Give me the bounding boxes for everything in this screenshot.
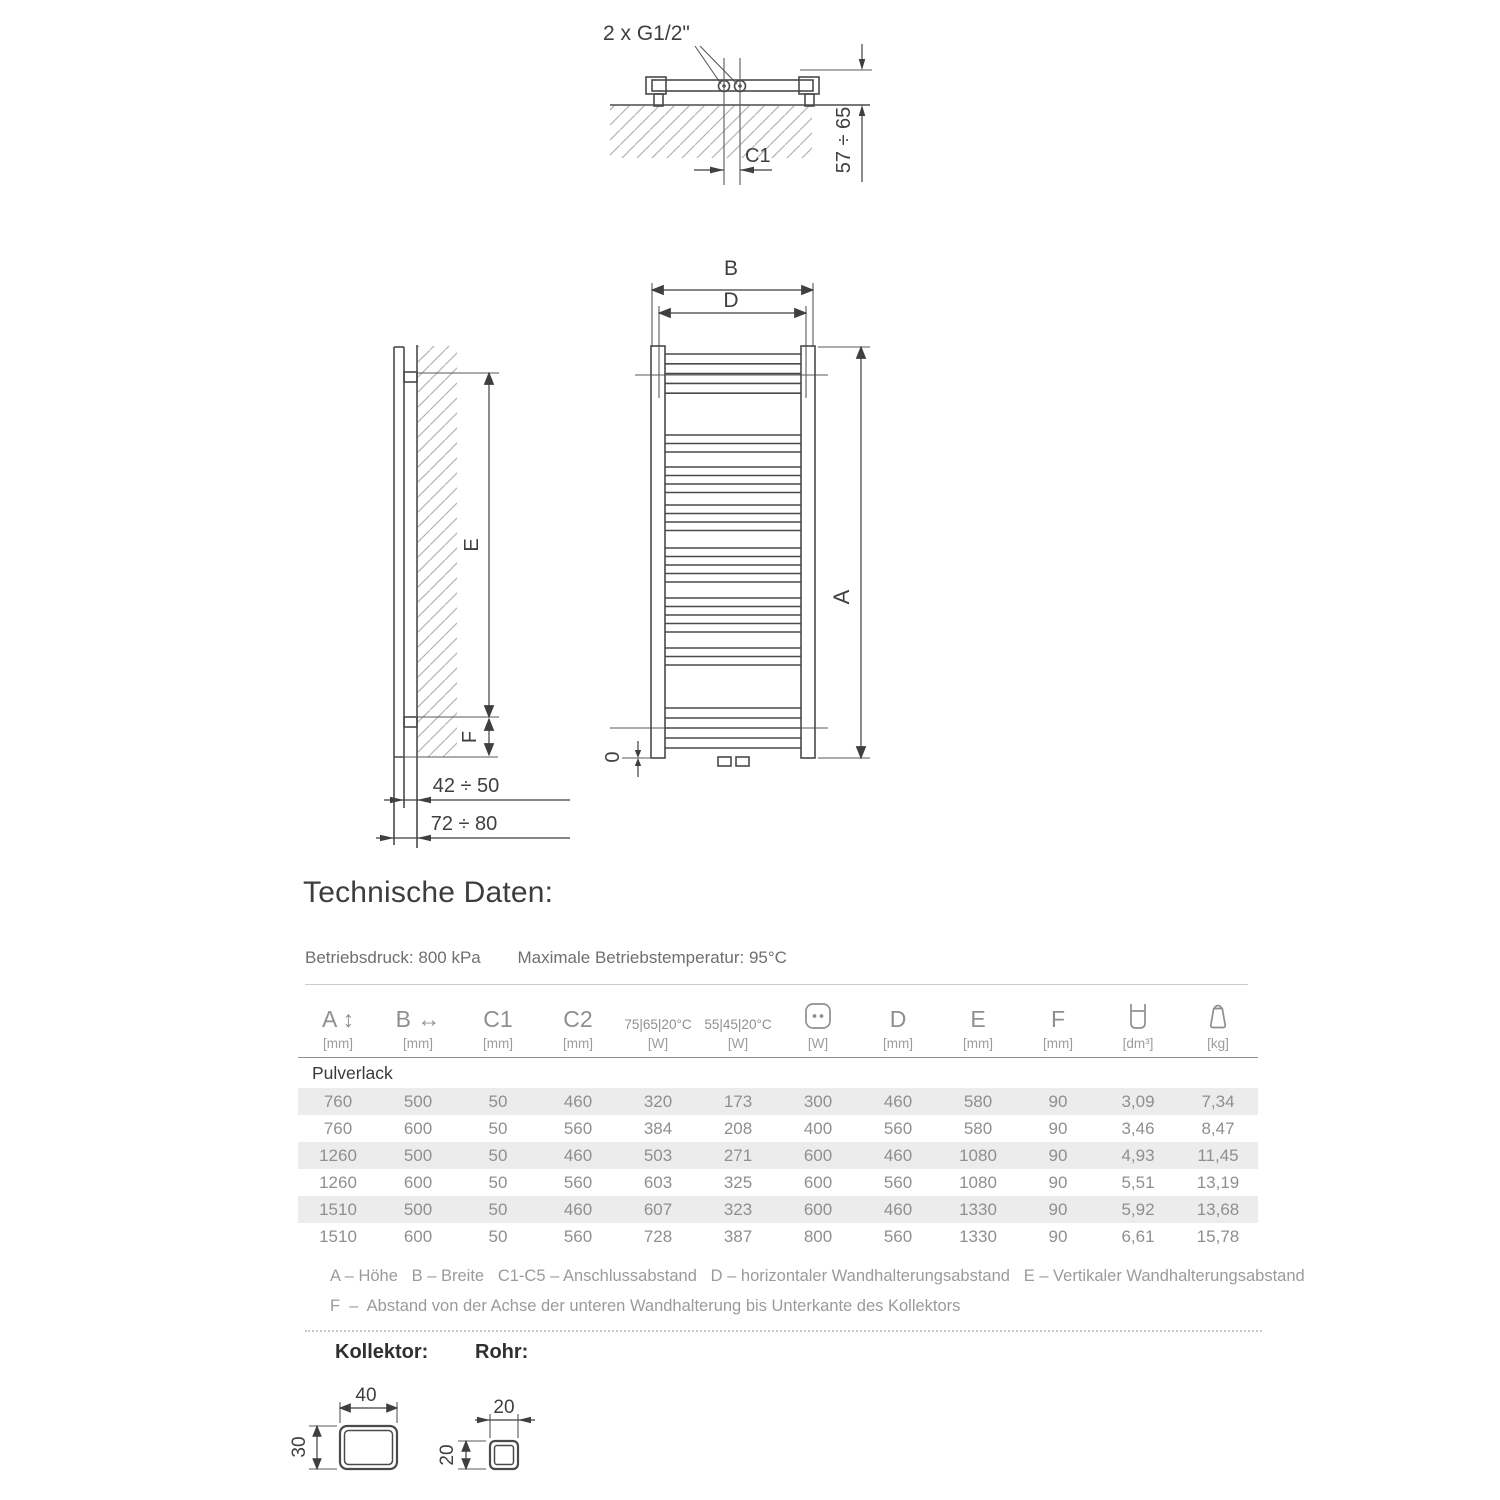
right-collector — [801, 346, 815, 758]
wall-offset-dim-label: 57 ÷ 65 — [833, 106, 855, 174]
table-row — [298, 1142, 1258, 1169]
table-cell: 50 — [488, 1145, 508, 1165]
table-cell: 8,47 — [1201, 1118, 1235, 1138]
table-cell: 560 — [883, 1172, 913, 1192]
col-header-power-75: 75|65|20°C [W] — [624, 1016, 692, 1051]
socket-icon — [803, 1001, 833, 1031]
operating-specs — [305, 948, 787, 968]
table-cell: 325 — [723, 1172, 753, 1192]
table-cell: 50 — [488, 1226, 508, 1246]
table-cell: 173 — [723, 1091, 753, 1111]
table-row — [298, 1088, 1258, 1115]
table-cell: 460 — [883, 1091, 913, 1111]
table-row — [298, 1169, 1258, 1196]
table-cell: 560 — [883, 1118, 913, 1138]
table-cell: 7,34 — [1201, 1091, 1235, 1111]
section-title: Technische Daten: — [303, 876, 554, 909]
a-dim-label: A — [829, 589, 854, 605]
d-dim-label: D — [723, 289, 739, 312]
rohr-heading: Rohr: — [475, 1341, 529, 1363]
table-cell: 90 — [1048, 1091, 1068, 1111]
table-cell: 5,51 — [1121, 1172, 1155, 1192]
col-header-A: A ↕ [mm] — [322, 1006, 354, 1051]
table-row — [298, 1196, 1258, 1223]
table-cell: 1510 — [319, 1199, 357, 1219]
table-cell: 15,78 — [1196, 1226, 1240, 1246]
table-cell: 1330 — [959, 1226, 997, 1246]
wall-bracket — [404, 717, 417, 727]
top-view-drawing — [560, 10, 900, 200]
technical-data-table — [298, 995, 1305, 1321]
wall-hatch — [610, 106, 812, 158]
table-cell: 560 — [563, 1226, 593, 1246]
kollektor-heading: Kollektor: — [335, 1341, 429, 1363]
table-row — [298, 1223, 1258, 1250]
wall-hatch — [418, 346, 457, 757]
kollektor-height-label: 30 — [289, 1436, 310, 1458]
table-cell: 580 — [963, 1118, 993, 1138]
table-cell: 4,93 — [1121, 1145, 1155, 1165]
dotted-divider — [305, 1330, 1262, 1332]
table-cell: 300 — [803, 1091, 833, 1111]
table-cell: 503 — [643, 1145, 673, 1165]
b-dim-label: B — [723, 257, 739, 280]
col-header-weight: [kg] — [1178, 1001, 1258, 1051]
table-cell: 1510 — [319, 1226, 357, 1246]
table-cell: 760 — [323, 1118, 353, 1138]
table-cell: 460 — [883, 1145, 913, 1165]
connection-label: 2 x G1/2" — [603, 22, 690, 45]
table-cell: 600 — [403, 1226, 433, 1246]
table-cell: 500 — [403, 1145, 433, 1165]
table-cell: 323 — [723, 1199, 753, 1219]
temperature-spec: Maximale Betriebstemperatur: 95°C — [517, 948, 787, 967]
total-depth-dim-label: 72 ÷ 80 — [430, 813, 498, 835]
table-cell: 1330 — [959, 1199, 997, 1219]
col-header-power-55: 55|45|20°C [W] — [704, 1016, 772, 1051]
wall-bracket — [404, 372, 417, 382]
table-row — [298, 1115, 1258, 1142]
col-header-B: B ↔ [mm] — [395, 1006, 441, 1051]
table-cell: 600 — [803, 1172, 833, 1192]
table-cell: 3,46 — [1121, 1118, 1155, 1138]
zero-dim-label: 0 — [602, 751, 624, 763]
table-cell: 6,61 — [1121, 1226, 1155, 1246]
table-cell: 560 — [883, 1226, 913, 1246]
table-cell: 11,45 — [1197, 1145, 1239, 1165]
table-cell: 50 — [488, 1118, 508, 1138]
table-cell: 1080 — [959, 1172, 997, 1192]
table-cell: 600 — [803, 1145, 833, 1165]
radiator-rungs — [665, 354, 801, 748]
table-cell: 728 — [643, 1226, 673, 1246]
col-header-C1: C1 [mm] — [483, 1006, 513, 1051]
table-cell: 50 — [488, 1091, 508, 1111]
col-header-D: D [mm] — [883, 1006, 913, 1051]
table-cell: 603 — [643, 1172, 673, 1192]
table-cell: 580 — [963, 1091, 993, 1111]
table-cell: 600 — [803, 1199, 833, 1219]
side-view-drawing — [370, 335, 600, 855]
table-cell: 1080 — [959, 1145, 997, 1165]
table-cell: 5,92 — [1121, 1199, 1155, 1219]
legend-line-2: F – Abstand von der Achse der unteren Wandhalterung bis Unterkante des Kollektors — [330, 1296, 961, 1315]
table-cell: 50 — [488, 1172, 508, 1192]
front-view-drawing — [600, 255, 890, 785]
table-group-label: Pulverlack — [312, 1063, 393, 1083]
table-cell: 3,09 — [1121, 1091, 1155, 1111]
col-header-volume: [dm³] — [1098, 1001, 1178, 1051]
left-collector — [651, 346, 665, 758]
legend-line-1: A – Höhe B – Breite C1-C5 – Anschlussabstand D – horizontaler Wandhalterungsabstand E – Vertikaler Wandhalterungsabstand — [330, 1267, 1305, 1285]
table-cell: 460 — [883, 1199, 913, 1219]
table-cell: 208 — [723, 1118, 753, 1138]
table-cell: 13,68 — [1196, 1199, 1240, 1219]
table-cell: 607 — [643, 1199, 673, 1219]
e-dim-label: E — [461, 538, 483, 552]
table-cell: 387 — [723, 1226, 753, 1246]
table-cell: 90 — [1048, 1172, 1068, 1192]
table-cell: 1260 — [319, 1145, 357, 1165]
table-cell: 13,19 — [1196, 1172, 1240, 1192]
table-cell: 90 — [1048, 1145, 1068, 1165]
table-legend — [298, 1262, 1305, 1321]
profiles-drawing — [289, 1375, 565, 1485]
col-header-C2: C2 [mm] — [563, 1006, 593, 1051]
f-dim-label: F — [459, 730, 481, 744]
table-cell: 90 — [1048, 1226, 1068, 1246]
table-cell: 500 — [403, 1091, 433, 1111]
table-cell: 1260 — [319, 1172, 357, 1192]
table-cell: 400 — [803, 1118, 833, 1138]
volume-icon — [1126, 1001, 1150, 1031]
table-cell: 90 — [1048, 1199, 1068, 1219]
table-cell: 460 — [563, 1145, 593, 1165]
table-cell: 50 — [488, 1199, 508, 1219]
table-cell: 560 — [563, 1118, 593, 1138]
bracket-depth-dim-label: 42 ÷ 50 — [432, 775, 500, 797]
rohr-height-label: 20 — [437, 1444, 458, 1466]
table-cell: 90 — [1048, 1118, 1068, 1138]
table-cell: 760 — [323, 1091, 353, 1111]
table-cell: 384 — [643, 1118, 673, 1138]
table-cell: 600 — [403, 1172, 433, 1192]
weight-icon — [1204, 1001, 1232, 1031]
rohr-width-label: 20 — [493, 1397, 515, 1418]
col-header-electric: [W] — [778, 1001, 858, 1051]
kollektor-profile — [289, 1385, 397, 1469]
kollektor-width-label: 40 — [355, 1385, 377, 1406]
table-cell: 271 — [723, 1145, 753, 1165]
c1-dim-label: C1 — [745, 145, 771, 167]
col-header-F: F [mm] — [1043, 1006, 1073, 1051]
table-cell: 800 — [803, 1226, 833, 1246]
pressure-spec: Betriebsdruck: 800 kPa — [305, 948, 481, 967]
table-rows — [298, 1088, 1258, 1250]
table-cell: 560 — [563, 1172, 593, 1192]
table-cell: 460 — [563, 1091, 593, 1111]
col-header-E: E [mm] — [963, 1006, 993, 1051]
rohr-profile — [437, 1397, 535, 1469]
divider-line — [305, 984, 1248, 985]
table-cell: 500 — [403, 1199, 433, 1219]
table-cell: 460 — [563, 1199, 593, 1219]
table-cell: 320 — [643, 1091, 673, 1111]
table-header-row — [298, 995, 1258, 1058]
table-cell: 600 — [403, 1118, 433, 1138]
